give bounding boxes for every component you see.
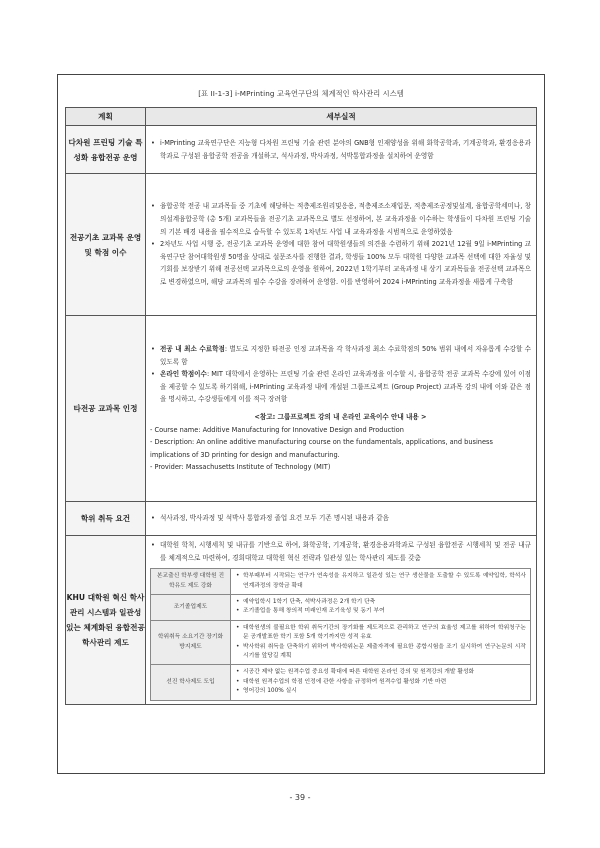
table-row xyxy=(66,126,537,174)
sub-row-details xyxy=(231,620,531,665)
header-details: 세부실적 xyxy=(146,108,537,126)
row-details xyxy=(146,536,537,705)
table-caption: [표 II-1-3] i-MPrinting 교육연구단의 체계적인 학사관리 시스템 xyxy=(198,89,404,98)
sub-detail-item: • 예약입학시 1학기 단축, 석박사과정은 2개 학기 단축 xyxy=(235,598,526,607)
note-title: <참고: 그룹프로젝트 강의 내 온라인 교육이수 안내 내용 > xyxy=(254,413,427,421)
row-details xyxy=(146,502,537,536)
system-sub-table xyxy=(150,568,531,700)
note-line: - Provider: Massachusetts Institute of Technology (MIT) xyxy=(150,463,331,472)
detail-item: • 2차년도 사업 시행 중, 전공기초 교과목 운영에 대한 참여 대학원생들의 의견을 수렴하기 위해 2021년 12월 9일 i-MPrinting 교육연구단 참여대학원생 50명을 상대로 설문조사를 진행한 결과, 학생들 100% 모두 대학원 다양한 교과목 선택에 대한 자율성 및 기회를 보장받기 위해 전공선택 교과목으로의 운영을 원하여, 2022년 1학기부터 교육과정 내 상기 교과목들을 전공선택 교과목으로 변경하였으며, 해당 교과목의 필수 수강을 장려하여 운영함. 이를 반영하여 2024 i-MPrinting 교육과정을 새롭게 구축함 xyxy=(150,238,531,288)
table-row xyxy=(66,174,537,316)
row-label: 다차원 프린팅 기술 특성화 융합전공 운영 xyxy=(66,126,146,174)
sub-row-details xyxy=(231,665,531,700)
sub-detail-item: • 학부때부터 시작되는 연구가 연속성을 유지하고 일관성 있는 연구 생산물을 도출할 수 있도록 예약입학, 학석사 연계과정의 장학금 확대 xyxy=(235,572,526,591)
document-frame xyxy=(57,74,545,774)
detail-item: • 석사과정, 박사과정 및 석박사 통합과정 졸업 요건 모두 기존 명시된 내용과 같음 xyxy=(150,512,531,525)
sub-row-details xyxy=(231,595,531,621)
detail-item xyxy=(150,343,531,368)
sub-detail-item: • 영어강의 100% 실시 xyxy=(235,687,526,696)
table-header-row xyxy=(66,108,537,126)
note-line: - Course name: Additive Manufacturing for Innovative Design and Production xyxy=(150,425,404,434)
sub-detail-item: • 대학원 원격수업의 학점 인정에 관한 사항을 규정하여 원격수업 활성화 기반 마련 xyxy=(235,678,526,687)
sub-detail-item: • 조기졸업을 통해 창의적 미래인재 조기육성 및 동기 부여 xyxy=(235,607,526,616)
row-label: 타전공 교과목 인정 xyxy=(66,316,146,502)
row-label: 전공기초 교과목 운영 및 학점 이수 xyxy=(66,174,146,316)
detail-item xyxy=(150,368,531,406)
row-details xyxy=(146,174,537,316)
sub-table-row xyxy=(151,595,531,621)
sub-row-label: 조기졸업제도 xyxy=(151,595,231,621)
table-row xyxy=(66,316,537,502)
detail-item: • 대학원 학칙, 시행세칙 및 내규를 기반으로 하여, 화학공학, 기계공학, 환경응용과학과로 구성된 융합전공 시행세칙 및 전공 내규를 체계적으로 마련하여, 경희대학교 대학원 혁신 전략과 일관성 있는 학사관리 제도를 갖춤 xyxy=(150,539,531,564)
table-row xyxy=(66,502,537,536)
header-plan: 계획 xyxy=(66,108,146,126)
sub-detail-item: • 대학원생의 불필요한 학위 취득기간의 장기화를 제도적으로 관리하고 연구의 효율성 제고를 위하여 학위청구논문 공개발표한 학기 포함 5개 학기까지만 성적 유효 xyxy=(235,624,526,643)
row-details xyxy=(146,126,537,174)
detail-item: • i-MPrinting 교육연구단은 지능형 다차원 프린팅 기술 관련 분야의 GNB형 인재양성을 위해 화학공학과, 기계공학과, 환경응용과학과로 구성된 융합공학 전공을 개설하고, 석사과정, 박사과정, 석박통합과정을 설치하여 운영함 xyxy=(150,137,531,162)
page-number: - 39 - xyxy=(289,793,311,802)
sub-row-details xyxy=(231,569,531,595)
sub-table-row xyxy=(151,665,531,700)
detail-item-text: : 별도로 지정한 타전공 인정 교과목을 각 학사과정 최소 수료학점의 50% 범위 내에서 자유롭게 수강할 수 있도록 함 xyxy=(160,345,531,366)
sub-row-label: 본교출신 학부생 대학원 진학유도 제도 강화 xyxy=(151,569,231,595)
table-row xyxy=(66,536,537,705)
row-label: KHU 대학원 혁신 학사관리 시스템과 일관성 있는 체계화된 융합전공 학사관리 제도 xyxy=(66,536,146,705)
sub-row-label: 학위취득 소요기간 장기화 방지제도 xyxy=(151,620,231,665)
sub-table-row xyxy=(151,620,531,665)
detail-item: • 융합공학 전공 내 교과목들 중 기초에 해당하는 적층제조원리및응용, 적층제조소재입문, 적층제조공정및설계, 융합공학세미나, 창의설계융합공학 (총 5개) 교과목들을 전공기초 교과목으로 별도 선정하여, 본 교육과정을 이수하는 학생들이 다차원 프린팅 기술의 기본 배경 내용을 필수적으로 습득할 수 있도록 1차년도 사업 내 교육과정을 시범적으로 운영하였음 xyxy=(150,200,531,238)
note-line: - Description: An online additive manufacturing course on the fundamentals, applications, and business implications of 3D printing for design and manufacturing. xyxy=(150,438,493,459)
academic-management-table xyxy=(65,107,537,705)
sub-detail-item: • 시공간 제약 없는 원격수업 중요성 확대에 따른 대학원 온라인 강의 및 원격강의 개발 활성화 xyxy=(235,668,526,677)
sub-row-label: 선진 학사제도 도입 xyxy=(151,665,231,700)
detail-item-text: : MIT 대학에서 운영하는 프린팅 기술 관련 온라인 교육과정을 이수할 시, 융합공학 전공 교과목 수강에 있어 이점을 제공할 수 있도록 하기위해, i-MPrinting 교육과정 내에 개설된 그룹프로젝트 (Group Project) 교과목 강의 내에 이와 같은 점을 명시하고, 수강생들에게 이를 적극 장려함 xyxy=(160,370,532,404)
row-details xyxy=(146,316,537,502)
detail-item-heading: 전공 내 최소 수료학점 xyxy=(160,345,225,354)
detail-item-heading: 온라인 학점이수 xyxy=(160,370,207,379)
row-label: 학위 취득 요건 xyxy=(66,502,146,536)
sub-table-row xyxy=(151,569,531,595)
sub-detail-item: • 박사학위 취득을 단축하기 위하여 박사학위논문 제출자격에 필요한 종합시험을 조기 실시하여 연구논문의 시작시기를 앞당길 계획 xyxy=(235,643,526,662)
